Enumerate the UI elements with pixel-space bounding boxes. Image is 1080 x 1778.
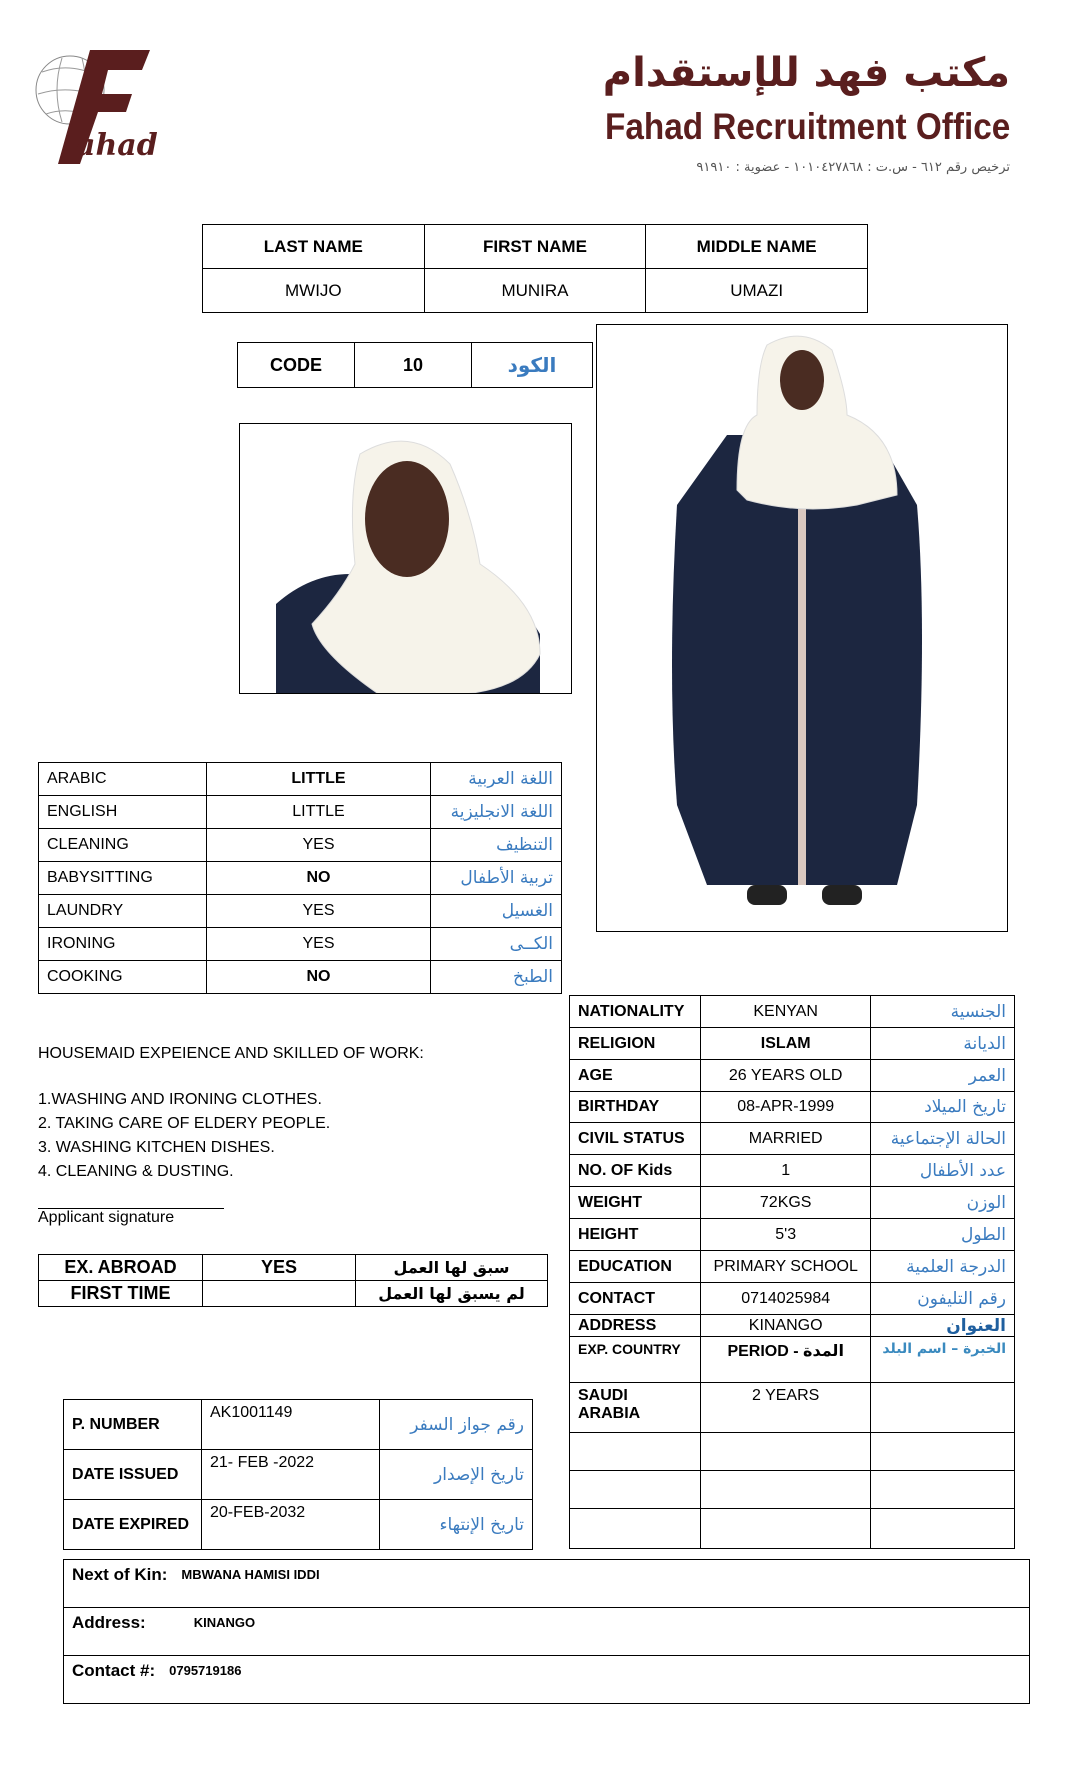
exp-country-row [570, 1383, 1015, 1433]
name-header-row [203, 225, 868, 269]
exp-country-row [570, 1433, 1015, 1471]
birthday-label-arabic: تاريخ الميلاد [871, 1092, 1015, 1123]
code-label-arabic: الكود [472, 343, 593, 388]
birthday-label: BIRTHDAY [570, 1092, 701, 1123]
exp-country-period [700, 1471, 871, 1509]
name-value-row [203, 269, 868, 313]
code-label: CODE [238, 343, 355, 388]
experience-block [38, 1042, 424, 1184]
first-time-value [203, 1281, 356, 1307]
skill-label: BABYSITTING [39, 862, 207, 895]
abroad-table [38, 1254, 548, 1307]
last-name-value: MWIJO [203, 269, 425, 313]
nationality-label: NATIONALITY [570, 996, 701, 1028]
experience-title: HOUSEMAID EXPEIENCE AND SKILLED OF WORK: [38, 1045, 424, 1062]
education-value: PRIMARY SCHOOL [700, 1251, 871, 1283]
abroad-label: EX. ABROAD [39, 1255, 203, 1281]
skill-label: LAUNDRY [39, 895, 207, 928]
birthday-value: 08-APR-1999 [700, 1092, 871, 1123]
skill-label-arabic: الغسيل [431, 895, 562, 928]
first-name-value: MUNIRA [424, 269, 646, 313]
detail-row [570, 996, 1015, 1028]
weight-value: 72KGS [700, 1187, 871, 1219]
code-value: 10 [355, 343, 472, 388]
exp-country-name: SAUDI ARABIA [570, 1383, 701, 1433]
skill-label-arabic: اللغة العربية [431, 763, 562, 796]
detail-row [570, 1060, 1015, 1092]
kin-row [64, 1608, 1030, 1656]
skill-label: IRONING [39, 928, 207, 961]
kids-value: 1 [700, 1155, 871, 1187]
passport-row [64, 1450, 533, 1500]
abroad-row [39, 1281, 548, 1307]
skill-value: LITTLE [207, 796, 431, 829]
exp-country-note [871, 1383, 1015, 1433]
weight-label-arabic: الوزن [871, 1187, 1015, 1219]
age-label-arabic: العمر [871, 1060, 1015, 1092]
exp-country-note [871, 1509, 1015, 1549]
passport-row [64, 1500, 533, 1550]
skill-label: CLEANING [39, 829, 207, 862]
code-table [237, 342, 593, 388]
contact-label: CONTACT [570, 1283, 701, 1315]
civil-status-value: MARRIED [700, 1123, 871, 1155]
license-line: ترخيص رقم ٦١٢ - س.ت : ١٠١٠٤٢٧٨٦٨ - عضوية : ٩١٩١٠ [696, 160, 1010, 175]
height-value: 5'3 [700, 1219, 871, 1251]
skill-label-arabic: تربية الأطفال [431, 862, 562, 895]
date-issued-label: DATE ISSUED [64, 1450, 202, 1500]
skill-label-arabic: اللغة الانجليزية [431, 796, 562, 829]
address-label-arabic: العنوان [871, 1315, 1015, 1337]
address-label: ADDRESS [570, 1315, 701, 1337]
date-issued-value: 21- FEB -2022 [202, 1450, 380, 1500]
age-label: AGE [570, 1060, 701, 1092]
skill-row [39, 895, 562, 928]
exp-country-period: 2 YEARS [700, 1383, 871, 1433]
skill-row [39, 862, 562, 895]
abroad-label-arabic: سبق لها العمل [356, 1255, 548, 1281]
detail-row [570, 1187, 1015, 1219]
full-body-photo [596, 324, 1008, 932]
religion-label: RELIGION [570, 1028, 701, 1060]
passport-row [64, 1400, 533, 1450]
exp-country-row [570, 1471, 1015, 1509]
passport-table [63, 1399, 533, 1550]
exp-country-period [700, 1509, 871, 1549]
skill-label: ENGLISH [39, 796, 207, 829]
date-expired-label-arabic: تاريخ الإنتهاء [380, 1500, 533, 1550]
passport-number-value: AK1001149 [202, 1400, 380, 1450]
skill-label: COOKING [39, 961, 207, 994]
experience-item: 4. CLEANING & DUSTING. [38, 1163, 234, 1180]
detail-row [570, 1219, 1015, 1251]
date-expired-label: DATE EXPIRED [64, 1500, 202, 1550]
exp-country-note [871, 1433, 1015, 1471]
skill-row [39, 796, 562, 829]
skill-row [39, 763, 562, 796]
signature-line [38, 1190, 224, 1209]
middle-name-value: UMAZI [646, 269, 868, 313]
fahad-logo [32, 42, 182, 172]
exp-country-note [871, 1471, 1015, 1509]
civil-status-label-arabic: الحالة الإجتماعية [871, 1123, 1015, 1155]
skill-row [39, 961, 562, 994]
weight-label: WEIGHT [570, 1187, 701, 1219]
exp-country-header-row [570, 1337, 1015, 1383]
passport-number-label: P. NUMBER [64, 1400, 202, 1450]
education-label-arabic: الدرجة العلمية [871, 1251, 1015, 1283]
skill-value: LITTLE [207, 763, 431, 796]
experience-item: 3. WASHING KITCHEN DISHES. [38, 1139, 275, 1156]
abroad-row [39, 1255, 548, 1281]
kin-contact-value: 0795719186 [169, 1662, 242, 1678]
portrait-photo [239, 423, 572, 694]
contact-label-arabic: رقم التليفون [871, 1283, 1015, 1315]
skill-value: YES [207, 895, 431, 928]
exp-country-label-arabic: الخبرة – اسم البلد [871, 1337, 1015, 1383]
name-table [202, 224, 868, 313]
brand-name-english: Fahad Recruitment Office [604, 106, 1010, 147]
skills-table [38, 762, 562, 994]
exp-country-name [570, 1471, 701, 1509]
skill-row [39, 829, 562, 862]
address-value: KINANGO [700, 1315, 871, 1337]
detail-row [570, 1251, 1015, 1283]
skill-label: ARABIC [39, 763, 207, 796]
exp-country-name [570, 1433, 701, 1471]
contact-value: 0714025984 [700, 1283, 871, 1315]
abroad-value: YES [203, 1255, 356, 1281]
height-label-arabic: الطول [871, 1219, 1015, 1251]
education-label: EDUCATION [570, 1251, 701, 1283]
brand-name-arabic: مكتب فهد للإستقدام [602, 50, 1010, 96]
next-of-kin-value: MBWANA HAMISI IDDI [181, 1566, 320, 1582]
skill-label-arabic: التنظيف [431, 829, 562, 862]
detail-row [570, 1283, 1015, 1315]
kids-label: NO. OF Kids [570, 1155, 701, 1187]
detail-row [570, 1315, 1015, 1337]
detail-row [570, 1028, 1015, 1060]
exp-country-label: EXP. COUNTRY [570, 1337, 701, 1383]
kids-label-arabic: عدد الأطفال [871, 1155, 1015, 1187]
experience-item: 1.WASHING AND IRONING CLOTHES. [38, 1091, 322, 1108]
exp-country-period [700, 1433, 871, 1471]
details-table [569, 995, 1015, 1549]
next-of-kin-table [63, 1559, 1030, 1704]
nationality-value: KENYAN [700, 996, 871, 1028]
age-value: 26 YEARS OLD [700, 1060, 871, 1092]
height-label: HEIGHT [570, 1219, 701, 1251]
exp-country-row [570, 1509, 1015, 1549]
civil-status-label: CIVIL STATUS [570, 1123, 701, 1155]
kin-row [64, 1560, 1030, 1608]
detail-row [570, 1092, 1015, 1123]
skill-value: YES [207, 928, 431, 961]
kin-address-value: KINANGO [193, 1614, 256, 1630]
signature-label: Applicant signature [38, 1209, 175, 1226]
detail-row [570, 1155, 1015, 1187]
kin-row [64, 1656, 1030, 1704]
next-of-kin-label: Next of Kin: [72, 1564, 168, 1584]
skill-value: NO [207, 862, 431, 895]
skill-value: YES [207, 829, 431, 862]
passport-number-label-arabic: رقم جواز السفر [380, 1400, 533, 1450]
exp-country-name [570, 1509, 701, 1549]
skill-row [39, 928, 562, 961]
nationality-label-arabic: الجنسية [871, 996, 1015, 1028]
religion-label-arabic: الديانة [871, 1028, 1015, 1060]
kin-address-label: Address: [72, 1612, 146, 1632]
date-issued-label-arabic: تاريخ الإصدار [380, 1450, 533, 1500]
last-name-header: LAST NAME [203, 225, 425, 269]
first-time-label: FIRST TIME [39, 1281, 203, 1307]
logo-text: ahad [76, 128, 158, 163]
detail-row [570, 1123, 1015, 1155]
kin-contact-label: Contact #: [72, 1660, 156, 1680]
skill-value: NO [207, 961, 431, 994]
date-expired-value: 20-FEB-2032 [202, 1500, 380, 1550]
middle-name-header: MIDDLE NAME [646, 225, 868, 269]
experience-item: 2. TAKING CARE OF ELDERY PEOPLE. [38, 1115, 331, 1132]
first-time-label-arabic: لم يسبق لها العمل [356, 1281, 548, 1307]
period-label: PERIOD - المدة [700, 1337, 871, 1383]
skill-label-arabic: الكــى [431, 928, 562, 961]
first-name-header: FIRST NAME [424, 225, 646, 269]
religion-value: ISLAM [700, 1028, 871, 1060]
skill-label-arabic: الطبخ [431, 961, 562, 994]
